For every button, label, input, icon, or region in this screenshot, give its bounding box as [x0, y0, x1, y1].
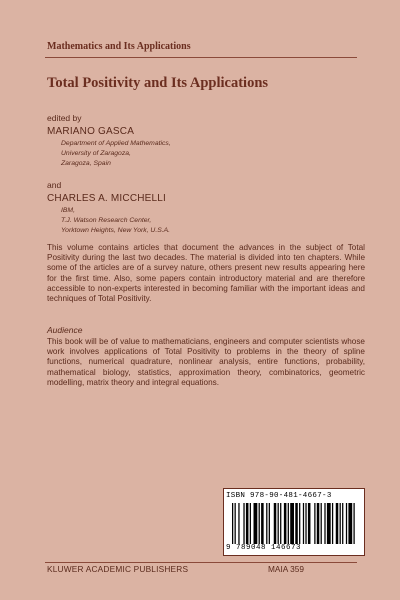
barcode-bar: [308, 503, 311, 544]
barcode-bar: [288, 503, 289, 544]
barcode: [232, 503, 356, 544]
barcode-bar: [303, 503, 304, 544]
barcode-bar: [317, 503, 320, 544]
editor-1-affiliation-line: Department of Applied Mathematics,: [61, 140, 171, 147]
editor-2-affiliation: [61, 206, 170, 236]
description-paragraph: This volume contains articles that document the advances in the subject of Total Positivity during the last two decades. The material is divided into ten chapters. While some of the articles are of a survey nature, others present new results appearing here for the first time. Also, some papers contain introductory material and are therefore accessible to non-experts interested in becoming familiar with the important ideas and techniques of Total Positivity.: [47, 243, 365, 304]
barcode-bar: [232, 503, 233, 544]
barcode-bar: [284, 503, 287, 544]
editor-1-name: MARIANO GASCA: [47, 126, 135, 137]
bottom-rule: [45, 562, 357, 563]
barcode-bar: [314, 503, 315, 544]
barcode-bar: [332, 503, 333, 544]
barcode-bar: [274, 503, 277, 544]
barcode-box: [223, 488, 365, 556]
barcode-bar: [254, 503, 258, 544]
publisher-name: KLUWER ACADEMIC PUBLISHERS: [47, 564, 189, 574]
barcode-bar: [342, 503, 343, 544]
audience-paragraph: This book will be of value to mathematicians, engineers and computer scientists whose work involves applications of Total Positivity to problems in the theory of spline functions, numerical quadrature, nonlinear analysis, entire functions, probability, mathematical biology, statistics, approximation theory, combinatorics, geometric modelling, matrix theory and integral equations.: [47, 337, 365, 387]
series-name: Mathematics and Its Applications: [47, 41, 191, 52]
barcode-bar: [348, 503, 352, 544]
isbn-text: ISBN 978-90-481-4667-3: [226, 492, 332, 500]
barcode-bar: [250, 503, 251, 544]
editor-2-name: CHARLES A. MICCHELLI: [47, 193, 167, 204]
and-label: and: [47, 180, 62, 190]
barcode-bar: [235, 503, 236, 544]
barcode-bar: [280, 503, 281, 544]
barcode-bar: [290, 503, 294, 544]
barcode-bar: [305, 503, 306, 544]
barcode-bar: [269, 503, 270, 544]
barcode-bar: [321, 503, 322, 544]
editor-2-affiliation-line: Yorktown Heights, New York, U.S.A.: [61, 227, 171, 234]
barcode-bar: [353, 503, 354, 544]
editor-1-affiliation-line: University of Zaragoza,: [61, 150, 131, 157]
series-code: MAIA 359: [268, 564, 304, 574]
edited-by-label: edited by: [47, 113, 82, 123]
top-rule: [45, 57, 357, 58]
barcode-bar: [259, 503, 260, 544]
editor-2-affiliation-line: IBM,: [61, 207, 75, 214]
editor-2-affiliation-line: T.J. Watson Research Center,: [61, 217, 152, 224]
audience-heading: Audience: [47, 325, 83, 335]
barcode-bar: [340, 503, 341, 544]
barcode-bar: [243, 503, 244, 544]
editor-1-affiliation: [61, 139, 171, 169]
barcode-bar: [295, 503, 298, 544]
barcode-bar: [278, 503, 279, 544]
barcode-bar: [324, 503, 325, 544]
barcode-bar: [336, 503, 339, 544]
barcode-bar: [346, 503, 347, 544]
barcode-bar: [238, 503, 239, 544]
barcode-number: 9 789048 146673: [226, 544, 302, 552]
barcode-bar: [246, 503, 249, 544]
barcode-bar: [261, 503, 264, 544]
book-title: Total Positivity and Its Applications: [47, 75, 269, 91]
barcode-bar: [266, 503, 267, 544]
barcode-bar: [327, 503, 331, 544]
editor-1-affiliation-line: Zaragoza, Spain: [61, 160, 111, 167]
barcode-bar: [299, 503, 300, 544]
